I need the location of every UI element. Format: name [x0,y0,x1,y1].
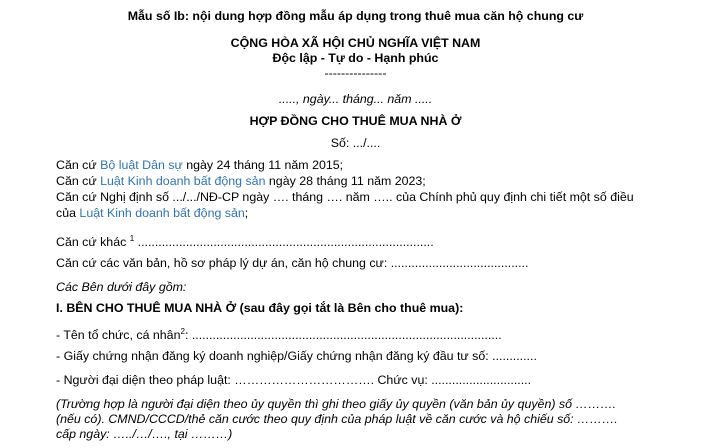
field-business-certificate: - Giấy chứng nhận đăng ký doanh nghiệp/Giấy chứng nhận đăng ký đầu tư số: ............. [56,349,537,363]
basis-decree-line2-suffix: ; [244,206,249,220]
motto: Độc lập - Tự do - Hạnh phúc [272,51,439,65]
basis-realestate-suffix: ngày 28 tháng 11 năm 2023; [265,174,426,188]
note-line-2: (nếu có). CMND/CCCD/thẻ căn cước theo quy định của pháp luật về căn cước và hộ chiếu số: ………. [56,412,618,426]
decree-realestate-law-link[interactable]: Luật Kinh doanh bất động sản [79,206,245,220]
basis-civil-suffix: ngày 24 tháng 11 năm 2015; [182,158,344,172]
separator: --------------- [324,66,387,80]
realestate-law-link[interactable]: Luật Kinh doanh bất động sản [100,174,266,188]
contract-title: HỢP ĐỒNG CHO THUÊ MUA NHÀ Ở [249,114,462,128]
section-lessor-heading: I. BÊN CHO THUÊ MUA NHÀ Ở (sau đây gọi tắt là Bên cho thuê mua): [56,301,464,315]
note-line-3: cấp ngày: …../…/…., tại ………) [56,427,233,441]
parties-intro: Các Bên dưới đây gồm: [56,280,187,294]
basis-decree-line2 [56,206,248,221]
field-legal-representative: - Người đại diện theo pháp luật: ……………………………. Chức vụ: ............................. [56,373,532,387]
basis-decree-line1: Căn cứ Nghị định số .../.../NĐ-CP ngày …. tháng …. năm ….. của Chính phủ quy định chi tiết một số điều [56,190,634,204]
basis-realestate-law [56,174,426,189]
footnote-1[interactable]: 1 [129,234,135,243]
basis-documents: Căn cứ các văn bản, hồ sơ pháp lý dự án, căn hộ chung cư: ........................................ [56,256,529,270]
date-line: ....., ngày... tháng... năm ..... [278,92,433,106]
note-line-1: (Trường hợp là người đại diện theo ủy quyền thì ghi theo giấy ủy quyền (văn bản ủy quyền) số ………. [56,397,617,411]
form-title: Mẫu số Ib: nội dung hợp đồng mẫu áp dụng trong thuê mua căn hộ chung cư [127,9,584,23]
basis-realestate-prefix: Căn cứ [56,174,101,188]
basis-civil-prefix: Căn cứ [56,158,101,172]
nation-heading: CỘNG HÒA XÃ HỘI CHỦ NGHĨA VIỆT NAM [230,36,481,50]
footnote-2[interactable]: 2 [180,327,185,336]
field-org-dots: : .......................................................................................... [184,328,502,343]
basis-decree-line2-prefix: của [56,206,80,220]
field-org-label: - Tên tổ chức, cá nhân [56,328,181,343]
field-organization [56,324,502,343]
basis-other-dots: ...................................................................................... [134,235,434,250]
basis-other-prefix: Căn cứ khác [56,235,130,250]
contract-number: Số: .../.... [330,136,381,150]
basis-civil-code [56,158,343,173]
civil-code-link[interactable]: Bộ luật Dân sự [100,158,183,172]
basis-other [56,231,434,250]
